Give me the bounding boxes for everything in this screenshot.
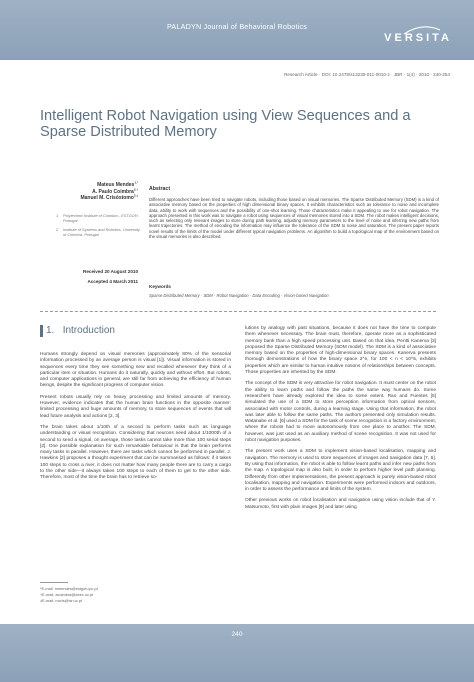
section-marker: [40, 325, 43, 337]
submission-dates: [40, 267, 138, 286]
paragraph: lutions by analogy with past situations, because it does not have the time to compute them whenever necessary. The brain must, therefore, operate more as a sophisticated memory bank than a high speed processing unit. Based on that idea, Pentti Kanerva [3] proposed the Sparse Distributed Memory (SDM model). The SDM is a kind of associative memory based on the properties of high-dimensional binary spaces. Kanerva presents thorough demonstrations of how the binary space 2^n, for 100 < n < 10^5, exhibits properties which are similar to human intuitive notions of relationships between concepts. Those properties are inherited by the SDM.: [245, 326, 436, 376]
affiliation: 2 Institute of Systems and Robotics, University of Coimbra, Portugal: [56, 227, 140, 237]
footnote: ‡E-mail: mcris@isr.uc.pt: [40, 598, 82, 604]
paragraph: The present work uses a SDM to implement vision-based localisation, mapping and navigation. The memory is used to store sequences of images and navigation data [7, 6]. By using that information, the robot is able to follow learnt paths and infer new paths from the map. A topological map is also built, in order to perform higher level path planning. Differently from other implementations, the present approach is purely vision-based robot localisation, mapping and navigation. Experiments were performed indoors and outdoors, in order to assess the performance and limits of the system.: [245, 449, 436, 493]
author-list: [40, 182, 138, 202]
paragraph: Other previous works on robot localisation and navigation using vision include that of Y. Matsumoto, first with plain images [9] and later using: [245, 498, 436, 510]
section-heading: 1. Introduction: [46, 325, 115, 336]
author-name: Mateus Mendes$^{1,*}$: [97, 180, 138, 188]
abstract-heading: Abstract: [149, 186, 171, 192]
keywords-text: Sparse Distributed Memory · SDM · Robot Navigation · Data Encoding · Vision-based Navigation: [149, 293, 329, 298]
left-column: [40, 352, 231, 487]
paragraph: Present robots usually rely on heavy processing and limited amounts of memory. However, evidence indicates that the human brain functions in the opposite manner: limited processing and huge amounts of memory, to store sequences of events that will lead future analysis and actions [2, 3].: [40, 394, 231, 419]
paper-title: Intelligent Robot Navigation using View Sequences and a Sparse Distributed Memory: [40, 108, 411, 140]
divider: [40, 311, 436, 312]
affiliation: 1 Polytechnic Institute of Coimbra - ESTGOH, Portugal: [56, 213, 139, 223]
affiliation-list: [56, 213, 140, 241]
footnote: †E-mail: acoimbra@deec.uc.pt: [40, 592, 94, 598]
abstract-text: Different approaches have been tried to navigate robots, including those based on visual memories. The Sparse Distributed Memory (SDM) is a kind of associative memory based on the properties of high dimensional binary spaces. It exhibits characteristics such as tolerance to noise and incomplete data, ability to work with sequences and the possibility of one-shot learning. Those characteristics make it appealing to use for robot navigation. The approach presented in this work was to navigate a robot using sequences of visual memories stored into a SDM. The robot makes intelligent decisions, such as selecting only relevant images to store during path learning, adjusting memory parameters to the level of noise and inferring new paths from learnt trajectories. The method of encoding the information may influence the tolerance of the SDM to noise and saturation. The present paper reports novel results of the limits of the model under different typical navigation problems. An algorithm to build a topological map of the environment based on the visual memories is also described.: [149, 197, 439, 239]
footnotes: [40, 586, 98, 605]
author-name: A. Paulo Coimbra$^{2,\dagger}$: [92, 186, 138, 195]
received-date: Received 20 August 2010: [83, 269, 138, 274]
author-name: Manuel M. Crisóstomo$^{2,\ddagger}$: [80, 193, 138, 202]
page-number: 240: [231, 631, 243, 638]
keywords-heading: Keywords: [149, 284, 171, 289]
publisher-logo: VERSITA: [384, 32, 452, 44]
paragraph: The concept of the SDM is very attractive for robot navigation. It must center on the robot the ability to learn paths and follow the paths the same way humans do. Some researchers have already explored the idea to some extent. Rao and Fuentes [5] simulated the use of a SDM to store perception information from optical sensors, associated with motor controls, during a learning stage. Using that information, the robot was later able to follow the same paths. The authors presented only simulation results. Watanabe et al. [6] used a SDM for the task of scene recognition in a factory environment, where the robots had to move autonomously from one place to another. The SDM, however, was just used as an auxiliary method of scene recognition. It was not used for robot navigation purposes.: [245, 381, 436, 444]
journal-name: PALADYN Journal of Behavioral Robotics: [166, 22, 308, 31]
footnote: *E-mail: mmendes@estgoh.ipc.pt: [40, 586, 98, 591]
right-column: [245, 326, 436, 516]
accepted-date: Accepted 4 March 2011: [87, 278, 138, 284]
paragraph: The brain takes about 1/10th of a second to perform tasks such as language understanding or visual recognition. Considering that neurons need about 1/1000th of a second to send a signal, on average, those tasks cannot take more than 100 serial steps [2]. One possible explanation for such remarkable behaviour is that the brain performs many tasks in parallel. However, there are tasks which cannot be performed in parallel. J. Hawkins [2] proposes a thought experiment that can be summarised as follows: if it takes 100 steps to cross a river, it does not matter how many people there are to carry a cargo to the other side—it always takes 100 steps to each of them to get to the other side. Therefore, most of the time the brain has to retrieve so-: [40, 424, 231, 481]
footnote-divider: [40, 582, 68, 583]
article-meta: Research Article · DOI: 10.2478/s13230-011-0010-z · JBR · 1(4) · 2010 · 240-254: [284, 72, 450, 77]
paragraph: Humans strongly depend on visual memories (approximately 80% of the sensorial information processed by an average person is visual [1]). Visual information is stored in sequences every time they see something new and recalled whenever they think of a particular item or situation. Humans do it naturally, quickly and without effort. But robots, and computer applications in general, are still far from achieving the efficiency of human beings, despite the significant progress of computer vision.: [40, 352, 231, 389]
